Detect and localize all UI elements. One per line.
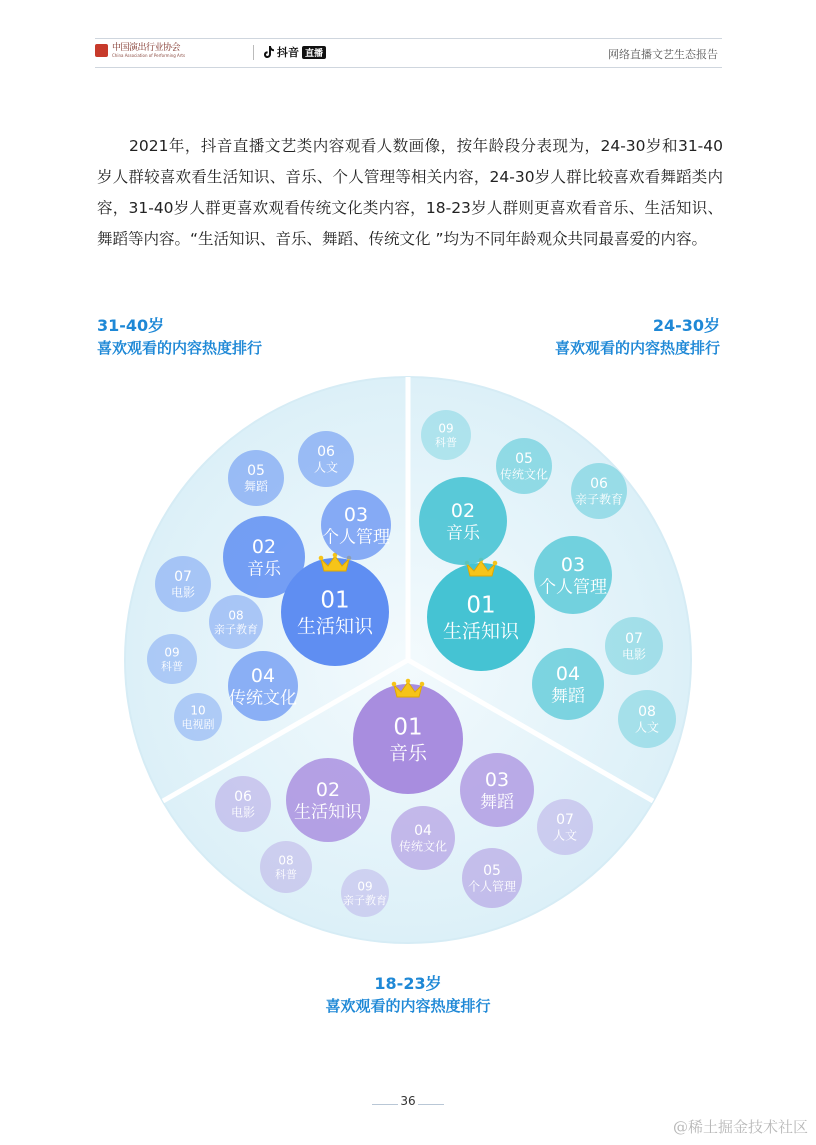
bubble-right-08 [618, 690, 676, 748]
report-title: 网络直播文艺生态报告 [608, 48, 718, 61]
bubble-label: 电影 [621, 647, 647, 662]
bubble-rank: 05 [483, 863, 501, 880]
bubble-bottom-08 [260, 841, 312, 893]
bubble-label: 人文 [552, 828, 578, 843]
bubble-rank: 02 [315, 779, 341, 802]
bubble-rank: 07 [556, 812, 574, 829]
bubble-rank: 08 [638, 704, 656, 721]
bubble-rank: 06 [234, 789, 252, 806]
bubble-rank: 01 [466, 592, 496, 619]
bubble-left-06 [298, 431, 354, 487]
bubble-rank: 07 [174, 569, 192, 586]
bubble-rank: 03 [560, 554, 586, 577]
bubble-rank: 06 [590, 476, 608, 493]
bubble-bottom-04 [391, 806, 455, 870]
bubble-label: 舞蹈 [480, 792, 514, 813]
bubble-right-02 [419, 477, 507, 565]
bubble-rank: 09 [164, 645, 180, 660]
bubble-right-04 [532, 648, 604, 720]
bubble-left-04 [228, 651, 298, 721]
bubble-label: 科普 [161, 660, 183, 673]
association-subtitle: China Association of Performing Arts [112, 53, 186, 58]
bubble-right-06 [571, 463, 627, 519]
bubble-label: 亲子教育 [214, 623, 258, 636]
bubble-label: 科普 [435, 436, 457, 449]
bubble-bottom-02 [286, 758, 370, 842]
bubble-label: 电视剧 [181, 718, 215, 731]
bubble-bottom-01 [353, 684, 463, 794]
bubble-label: 亲子教育 [343, 894, 387, 907]
bubble-rank: 04 [414, 823, 432, 840]
bubble-left-09 [147, 634, 197, 684]
bubble-rank: 01 [320, 587, 350, 614]
intro-paragraph: 2021年，抖音直播文艺类内容观看人数画像，按年龄段分表现为，24-30岁和31-40岁人群较喜欢看生活知识、音乐、个人管理等相关内容，24-30岁人群比较喜欢看舞蹈类内容，31-40岁人群更喜欢观看传统文化类内容，18-23岁人群则更喜欢看音乐、生活知识、舞蹈等内容。“生活知识、音乐、舞蹈、传统文化 ”均为不同年龄观众共同最喜爱的内容。 [97, 137, 723, 248]
bubble-label: 音乐 [446, 523, 480, 544]
bubble-rank: 03 [343, 504, 369, 527]
bubble-rank: 01 [393, 714, 423, 741]
bubble-rank: 08 [228, 608, 244, 623]
bubble-bottom-09 [341, 869, 389, 917]
bubble-label: 个人管理 [322, 527, 390, 548]
page-number: 36 [400, 1094, 416, 1108]
bubble-label: 舞蹈 [551, 686, 585, 707]
bubble-label: 传统文化 [398, 839, 448, 854]
bubble-rank: 02 [251, 536, 277, 559]
bubble-label: 科普 [275, 868, 297, 881]
bubble-bottom-05 [462, 848, 522, 908]
age-31-40: 31-40岁 [97, 316, 165, 335]
live-badge: 直播 [302, 46, 326, 59]
bubble-rank: 02 [450, 500, 476, 523]
bubble-left-05 [228, 450, 284, 506]
watermark: @稀土掘金技术社区 [672, 1118, 808, 1136]
bubble-left-07 [155, 556, 211, 612]
bubble-left-08 [209, 595, 263, 649]
bubble-label: 电影 [170, 585, 196, 600]
bubble-label: 舞蹈 [243, 479, 269, 494]
bubble-rank: 03 [484, 769, 510, 792]
bubble-right-07 [605, 617, 663, 675]
bubble-rank: 04 [250, 665, 276, 688]
bubble-label: 人文 [634, 720, 660, 735]
bubble-rank: 09 [357, 879, 373, 894]
subtitle-18-23: 喜欢观看的内容热度排行 [325, 997, 491, 1015]
bubble-bottom-03 [460, 753, 534, 827]
age-18-23: 18-23岁 [374, 974, 442, 993]
bubble-label: 音乐 [388, 742, 428, 765]
bubble-bottom-07 [537, 799, 593, 855]
bubble-rank: 05 [247, 463, 265, 480]
bubble-rank: 10 [190, 703, 206, 718]
bubble-label: 生活知识 [296, 615, 374, 638]
bubble-label: 传统文化 [499, 467, 549, 482]
age-24-30: 24-30岁 [652, 316, 720, 335]
bubble-right-05 [496, 438, 552, 494]
bubble-bottom-06 [215, 776, 271, 832]
subtitle-24-30: 喜欢观看的内容热度排行 [554, 339, 720, 357]
bubble-rank: 08 [278, 853, 294, 868]
brand-name: 抖音 [277, 46, 299, 59]
bubble-right-03 [534, 536, 612, 614]
bubble-label: 音乐 [247, 559, 281, 580]
bubble-label: 人文 [313, 460, 339, 475]
bubble-label: 生活知识 [294, 802, 362, 823]
bubble-left-10 [174, 693, 222, 741]
bubble-rank: 04 [555, 663, 581, 686]
bubble-rank: 06 [317, 444, 335, 461]
association-name: 中国演出行业协会 [112, 43, 181, 53]
bubble-label: 传统文化 [229, 688, 297, 709]
bubble-label: 电影 [230, 805, 256, 820]
subtitle-31-40: 喜欢观看的内容热度排行 [97, 339, 263, 357]
bubble-rank: 09 [438, 421, 454, 436]
bubble-label: 个人管理 [539, 577, 607, 598]
bubble-rank: 05 [515, 451, 533, 468]
bubble-label: 生活知识 [442, 620, 520, 643]
bubble-rank: 07 [625, 631, 643, 648]
bubble-right-01 [427, 563, 535, 671]
bubble-left-03 [321, 490, 391, 560]
footer-line-right [418, 1104, 444, 1105]
bubble-left-02 [223, 516, 305, 598]
bubble-label: 亲子教育 [574, 492, 624, 507]
bubble-label: 个人管理 [467, 879, 517, 894]
bubble-right-09 [421, 410, 471, 460]
